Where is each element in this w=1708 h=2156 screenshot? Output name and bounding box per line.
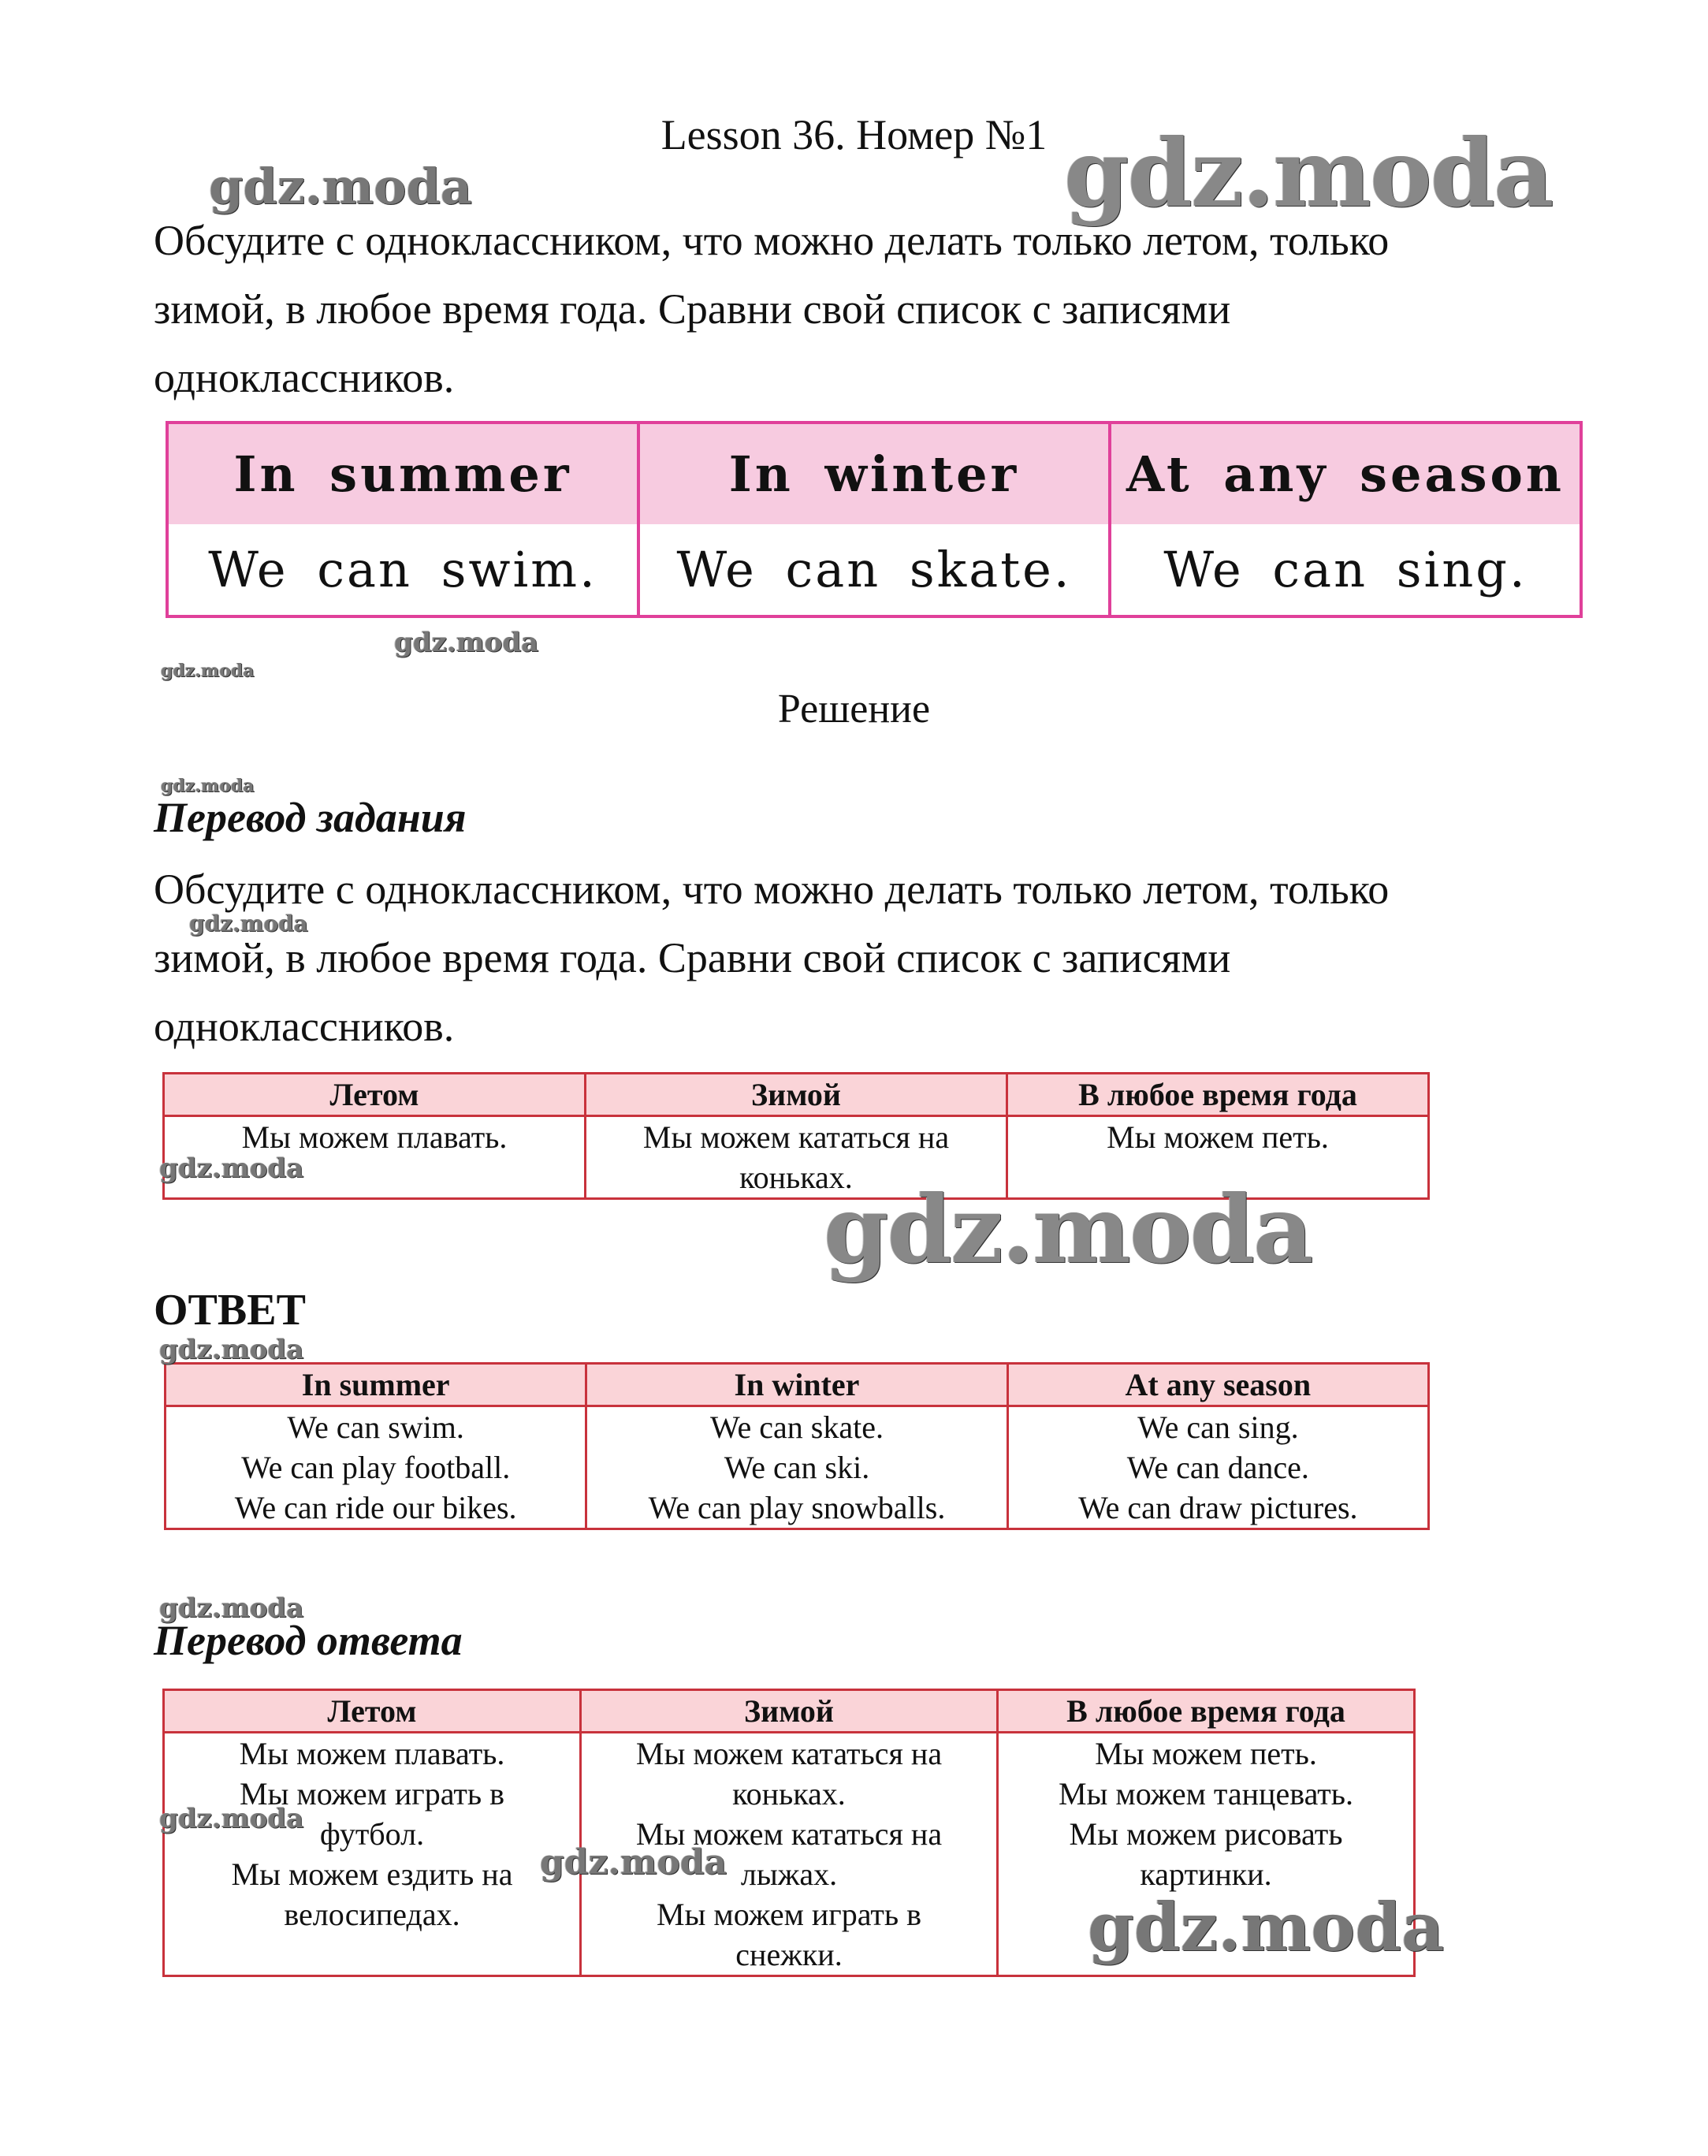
cell-line: We can ride our bikes.	[234, 1490, 517, 1525]
watermark: gdz.moda	[540, 1842, 727, 1882]
cell-line: Мы можем кататься на	[642, 1119, 950, 1155]
table-header-row	[166, 1364, 1429, 1406]
textbook-table	[166, 421, 1583, 618]
cell-line: коньках.	[732, 1776, 846, 1812]
cell-line: We can play snowballs.	[648, 1490, 946, 1525]
task-line: одноклассников.	[154, 354, 455, 401]
translation-heading: Перевод задания	[154, 794, 467, 841]
cell-line: коньках.	[739, 1160, 853, 1195]
cell-line: картинки.	[1140, 1856, 1272, 1892]
textbook-header-cell: In winter	[640, 424, 1108, 524]
watermark: gdz.moda	[161, 661, 255, 681]
cell-line: We can ski.	[724, 1450, 870, 1485]
cell-line: Мы можем играть в	[239, 1776, 505, 1812]
translation-line: Обсудите с одноклассником, что можно делать только летом, только	[154, 866, 1390, 913]
cell-line: Мы можем петь.	[1107, 1119, 1329, 1155]
watermark: gdz.moda	[159, 1334, 304, 1365]
textbook-column	[1111, 424, 1580, 615]
table-cell	[1007, 1406, 1428, 1529]
task-text	[154, 207, 1572, 412]
watermark: gdz.moda	[824, 1175, 1312, 1284]
answer-table	[164, 1362, 1430, 1530]
table-header-cell: Летом	[164, 1690, 581, 1733]
textbook-header-cell: In summer	[169, 424, 637, 524]
table-header-row	[164, 1690, 1415, 1733]
textbook-header-cell: At any season	[1111, 424, 1580, 524]
translation-line: зимой, в любое время года. Сравни свой список с записями	[154, 934, 1231, 981]
textbook-body-cell: We can sing.	[1163, 541, 1528, 598]
cell-line: Мы можем плавать.	[239, 1736, 505, 1771]
cell-line: Мы можем плавать.	[241, 1119, 508, 1155]
table-cell	[586, 1406, 1007, 1529]
cell-line: We can draw pictures.	[1078, 1490, 1358, 1525]
textbook-body-cell: We can swim.	[208, 541, 597, 598]
cell-line: We can skate.	[709, 1409, 884, 1445]
table-cell	[164, 1733, 581, 1976]
cell-line: велосипедах.	[284, 1897, 460, 1932]
cell-line: We can sing.	[1137, 1409, 1299, 1445]
cell-line: Мы можем играть в	[656, 1897, 922, 1932]
cell-line: We can swim.	[287, 1409, 464, 1445]
cell-line: снежки.	[735, 1937, 843, 1972]
textbook-column	[169, 424, 640, 615]
watermark: gdz.moda	[161, 776, 255, 796]
cell-line: лыжах.	[740, 1856, 838, 1892]
cell-line: Мы можем рисовать	[1069, 1816, 1343, 1852]
table-header-cell: At any season	[1007, 1364, 1428, 1406]
answer-heading: ОТВЕТ	[154, 1286, 306, 1335]
watermark: gdz.moda	[159, 1803, 304, 1834]
translation-text	[154, 855, 1572, 1061]
cell-line: Мы можем танцевать.	[1058, 1776, 1354, 1812]
cell-line: Мы можем петь.	[1095, 1736, 1317, 1771]
cell-line: футбол.	[319, 1816, 425, 1852]
answer-translation-heading: Перевод ответа	[154, 1617, 463, 1664]
watermark: gdz.moda	[1088, 1888, 1445, 1966]
textbook-column	[640, 424, 1111, 615]
page-title: Lesson 36. Номер №1	[661, 111, 1047, 158]
watermark: gdz.moda	[189, 910, 308, 937]
task-line: Обсудите с одноклассником, что можно делать только летом, только	[154, 217, 1390, 264]
textbook-body-cell: We can skate.	[676, 541, 1072, 598]
cell-line: Мы можем ездить на	[231, 1856, 513, 1892]
table-cell	[166, 1406, 586, 1529]
cell-line: Мы можем кататься на	[635, 1736, 943, 1771]
table-header-row	[164, 1074, 1429, 1116]
cell-line: We can dance.	[1126, 1450, 1309, 1485]
task-line: зимой, в любое время года. Сравни свой список с записями	[154, 285, 1231, 333]
watermark: gdz.moda	[394, 627, 539, 658]
watermark: gdz.moda	[159, 1152, 304, 1184]
table-row	[166, 1406, 1429, 1529]
cell-line: Мы можем кататься на	[635, 1816, 943, 1852]
table-header-cell: In winter	[586, 1364, 1007, 1406]
watermark: gdz.moda	[159, 1592, 304, 1624]
table-header-cell: В любое время года	[998, 1690, 1415, 1733]
table-header-cell: Зимой	[581, 1690, 998, 1733]
cell-line: We can play football.	[241, 1450, 511, 1485]
table-header-cell: Летом	[164, 1074, 586, 1116]
table-header-cell: In summer	[166, 1364, 586, 1406]
translation-line: одноклассников.	[154, 1003, 455, 1050]
table-header-cell: В любое время года	[1007, 1074, 1429, 1116]
watermark: gdz.moda	[209, 158, 472, 215]
solution-label: Решение	[777, 687, 931, 732]
watermark: gdz.moda	[1064, 118, 1553, 228]
table-header-cell: Зимой	[586, 1074, 1007, 1116]
